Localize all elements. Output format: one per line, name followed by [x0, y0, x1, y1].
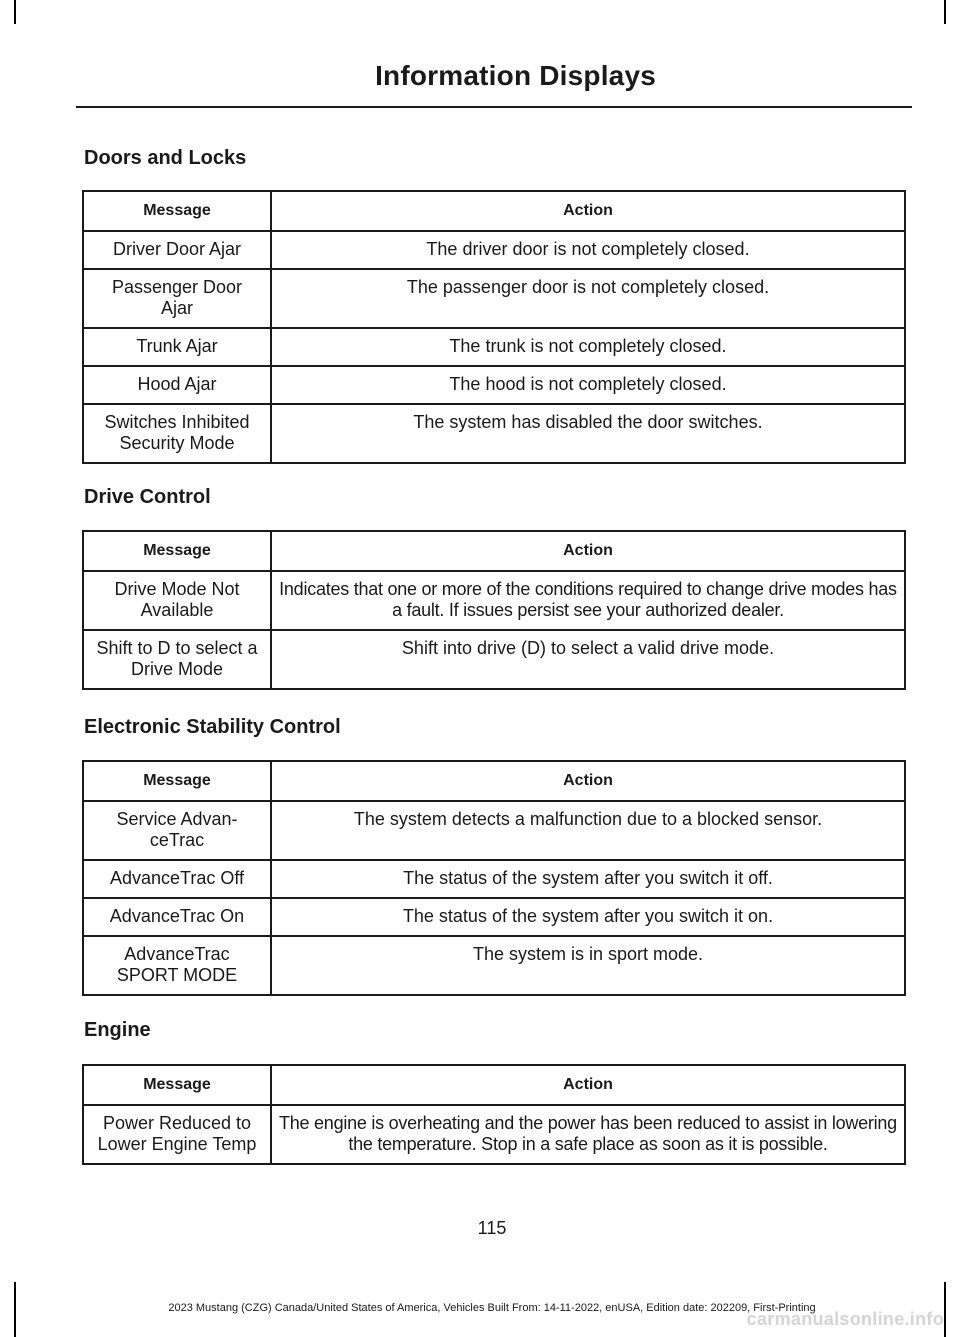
table-row [83, 898, 905, 936]
section-title-drive-control: Drive Control [84, 486, 211, 508]
watermark: carmanualsonline.info [746, 1309, 944, 1329]
column-header-message: Message [83, 191, 271, 231]
table-row [83, 860, 905, 898]
table-row [83, 936, 905, 995]
action-cell: The system detects a malfunction due to a blocked sensor. [271, 801, 905, 860]
column-header-action: Action [271, 761, 905, 801]
message-cell: Power Reduced to Lower Engine Temp [83, 1105, 271, 1164]
action-cell: The status of the system after you switch it on. [271, 898, 905, 936]
table-header-row [83, 1065, 905, 1105]
page-title: Information Displays [375, 60, 656, 91]
message-cell: AdvanceTrac SPORT MODE [83, 936, 271, 995]
action-cell: The engine is overheating and the power has been reduced to assist in lowering the temperature. Stop in a safe place as soon as it is possible. [271, 1105, 905, 1164]
message-cell: Hood Ajar [83, 366, 271, 404]
action-cell: The passenger door is not completely closed. [271, 269, 905, 328]
crop-mark-top-right [944, 0, 946, 24]
message-cell: Switches Inhibited Security Mode [83, 404, 271, 463]
header-divider [76, 106, 912, 108]
table-row [83, 630, 905, 689]
section-title-electronic-stability-control: Electronic Stability Control [84, 716, 341, 738]
message-cell: Passenger Door Ajar [83, 269, 271, 328]
page-number: 115 [477, 1218, 507, 1238]
action-cell: The driver door is not completely closed. [271, 231, 905, 269]
action-cell: Indicates that one or more of the conditions required to change drive modes has a fault. If issues persist see your authorized dealer. [271, 571, 905, 630]
message-cell: AdvanceTrac On [83, 898, 271, 936]
table-row [83, 366, 905, 404]
action-cell: Shift into drive (D) to select a valid drive mode. [271, 630, 905, 689]
action-cell: The system is in sport mode. [271, 936, 905, 995]
message-cell: AdvanceTrac Off [83, 860, 271, 898]
message-cell: Driver Door Ajar [83, 231, 271, 269]
section-title-doors-and-locks: Doors and Locks [84, 147, 247, 169]
table-row [83, 404, 905, 463]
table-row [83, 801, 905, 860]
table-header-row [83, 191, 905, 231]
engine-table [82, 1064, 906, 1165]
message-cell: Shift to D to select a Drive Mode [83, 630, 271, 689]
footer-edition-info: 2023 Mustang (CZG) Canada/United States of America, Vehicles Built From: 14-11-2022, enUSA, Edition date: 202209, First-Printing [168, 1302, 816, 1314]
table-header-row [83, 761, 905, 801]
table-row [83, 571, 905, 630]
drive-control-table [82, 530, 906, 690]
column-header-action: Action [271, 531, 905, 571]
table-row [83, 1105, 905, 1164]
section-title-engine: Engine [84, 1019, 151, 1041]
table-row [83, 328, 905, 366]
column-header-action: Action [271, 191, 905, 231]
column-header-message: Message [83, 761, 271, 801]
column-header-message: Message [83, 1065, 271, 1105]
message-cell: Service Advan-ceTrac [83, 801, 271, 860]
action-cell: The trunk is not completely closed. [271, 328, 905, 366]
action-cell: The status of the system after you switch it off. [271, 860, 905, 898]
table-row [83, 269, 905, 328]
crop-mark-top-left [14, 0, 16, 24]
doors-and-locks-table [82, 190, 906, 464]
message-cell: Drive Mode Not Available [83, 571, 271, 630]
action-cell: The system has disabled the door switches. [271, 404, 905, 463]
electronic-stability-control-table [82, 760, 906, 996]
column-header-action: Action [271, 1065, 905, 1105]
table-row [83, 231, 905, 269]
message-cell: Trunk Ajar [83, 328, 271, 366]
column-header-message: Message [83, 531, 271, 571]
table-header-row [83, 531, 905, 571]
action-cell: The hood is not completely closed. [271, 366, 905, 404]
